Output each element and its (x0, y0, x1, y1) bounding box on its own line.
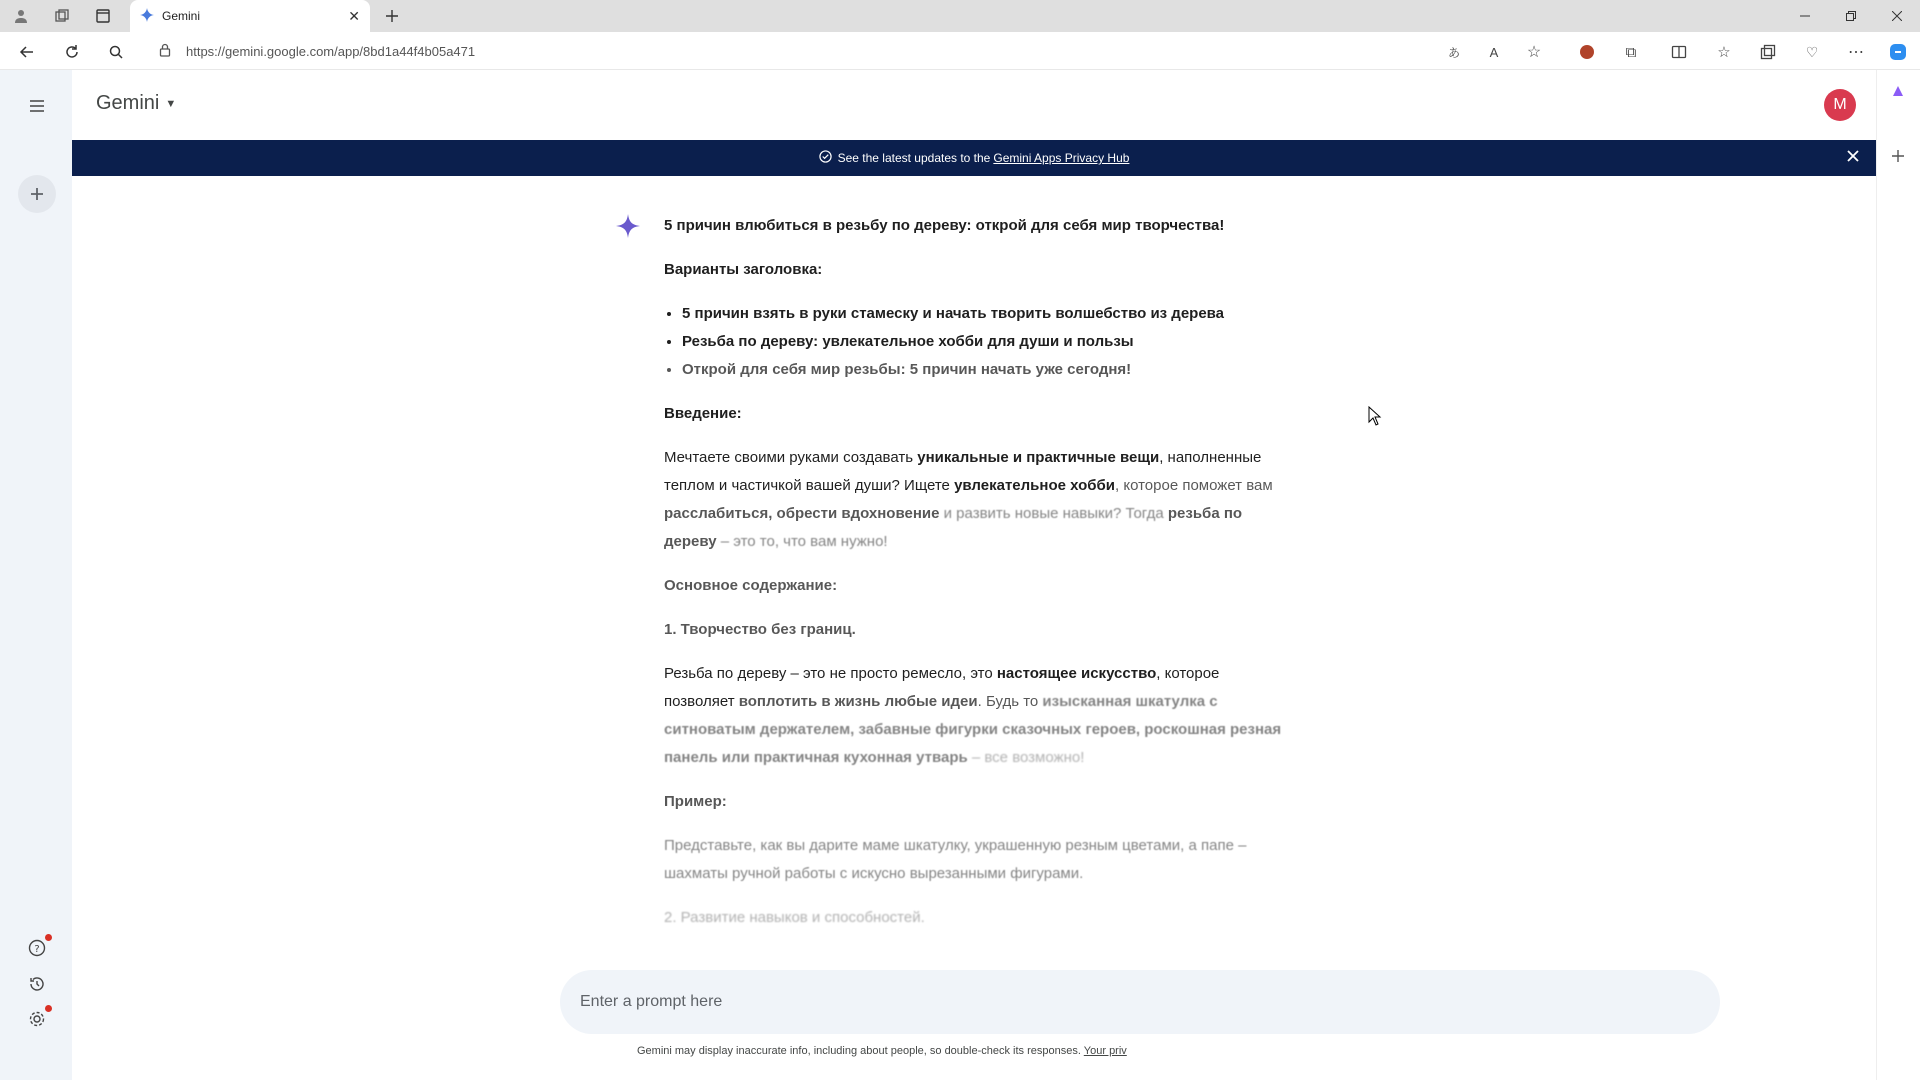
banner-text: See the latest updates to the (837, 151, 991, 165)
close-banner-icon[interactable] (1846, 149, 1860, 166)
mouse-cursor-icon (1368, 406, 1382, 431)
window-controls (1782, 0, 1920, 32)
extensions-icon[interactable]: ⧉ (1625, 43, 1637, 61)
section1-paragraph: Резьба по дереву – это не просто ремесло, это настоящее искусство, которое позволяет воплотить в жизнь любые идеи. Будь то изысканная шкатулка с ситноватым держателем, забавные фигурки сказочных героев, роскошная резная панель или практичная кухонная утварь – все возможно! (664, 665, 1282, 766)
prompt-input[interactable] (560, 970, 1720, 1034)
refresh-icon[interactable] (59, 39, 85, 65)
intro-paragraph: Мечтаете своими руками создавать уникальные и практичные вещи, наполненные теплом и частичкой вашей души? Ищете увлекательное хобби, которое поможет вам расслабиться, обрести вдохновение и развить новые навыки? Тогда резьба по дереву – это то, что вам нужно! (664, 449, 1273, 550)
avatar[interactable]: M (1824, 89, 1856, 121)
list-item: • Резьба по дереву: увлекательное хобби для души и пользы (682, 328, 1284, 356)
address-bar (0, 32, 1920, 70)
favorite-star-icon[interactable]: ☆ (1526, 44, 1542, 61)
settings-icon[interactable] (18, 1000, 56, 1038)
response-body (664, 212, 1284, 948)
check-badge-icon (819, 150, 832, 166)
main-menu-icon[interactable] (18, 87, 56, 125)
extension-avatar-icon[interactable] (1574, 39, 1600, 65)
app-header (72, 70, 1876, 140)
restore-icon[interactable] (1828, 0, 1874, 32)
close-window-icon[interactable] (1874, 0, 1920, 32)
vertical-tabs-icon[interactable] (82, 0, 123, 32)
privacy-hub-link[interactable]: Gemini Apps Privacy Hub (993, 151, 1130, 165)
svg-text:?: ? (34, 944, 40, 955)
collections-icon[interactable] (1755, 39, 1781, 65)
section1-label: 1. Творчество без границ. (664, 621, 856, 638)
intro-label: Введение: (664, 405, 742, 422)
model-selector[interactable] (96, 92, 176, 115)
main-content-label: Основное содержание: (664, 577, 838, 594)
search-icon[interactable] (103, 39, 129, 65)
more-menu-icon[interactable]: ⋯ (1848, 44, 1864, 61)
new-tab-button[interactable] (380, 4, 404, 28)
response-title: 5 причин влюбиться в резьбу по дереву: открой для себя мир творчества! (664, 217, 1225, 234)
workspaces-icon[interactable] (41, 0, 82, 32)
tab-gemini[interactable] (130, 0, 370, 32)
minimize-icon[interactable] (1782, 0, 1828, 32)
tab-title: Gemini (162, 9, 201, 23)
section2-label: 2. Развитие навыков и способностей. (664, 909, 925, 926)
gemini-sparkle-icon (140, 8, 154, 25)
privacy-banner (72, 140, 1876, 176)
dropdown-caret-icon[interactable]: ▼ (165, 97, 177, 110)
url-text[interactable]: https://gemini.google.com/app/8bd1a44f4b05a471 (186, 43, 476, 59)
browser-sidebar (1876, 70, 1920, 1080)
privacy-link[interactable]: Your priv (1083, 1045, 1127, 1057)
app-title[interactable]: Gemini (96, 92, 160, 114)
split-screen-icon[interactable] (1666, 39, 1692, 65)
back-icon[interactable] (14, 39, 40, 65)
headline-list (682, 300, 1284, 384)
headline-label: Варианты заголовка: (664, 261, 823, 278)
close-tab-icon[interactable]: ✕ (348, 7, 360, 24)
activity-icon[interactable] (18, 965, 56, 1003)
browser-tab-bar (0, 0, 1920, 32)
example-paragraph: Представьте, как вы дарите маме шкатулку, украшенную резным цветами, а папе – шахматы ручной работы с искусно вырезанными фигурами. (664, 837, 1247, 882)
new-chat-button[interactable] (18, 175, 56, 213)
translate-icon[interactable]: あ (1447, 45, 1460, 60)
gemini-response-icon (614, 212, 642, 245)
lock-icon[interactable] (158, 43, 172, 60)
favorites-icon[interactable]: ☆ (1717, 44, 1731, 61)
disclaimer: Gemini may display inaccurate info, including about people, so double-check its responses. Your priv (637, 1045, 1127, 1057)
help-icon[interactable] (18, 929, 56, 967)
add-sidebar-icon[interactable] (1890, 148, 1906, 169)
settings-notification-dot (45, 1005, 52, 1012)
url-field[interactable] (148, 37, 1514, 65)
example-label: Пример: (664, 793, 727, 810)
list-item: • Открой для себя мир резьбы: 5 причин начать уже сегодня! (682, 356, 1284, 384)
prompt-placeholder[interactable]: Enter a prompt here (580, 993, 723, 1010)
read-aloud-icon[interactable]: A (1489, 44, 1499, 60)
designer-icon[interactable] (1889, 82, 1907, 105)
help-notification-dot (45, 934, 52, 941)
list-item: • 5 причин взять в руки стамеску и начать творить волшебство из дерева (682, 300, 1284, 328)
browser-essentials-icon[interactable]: ♡ (1805, 43, 1819, 60)
profile-icon[interactable] (0, 0, 41, 32)
copilot-icon[interactable] (1885, 39, 1911, 65)
